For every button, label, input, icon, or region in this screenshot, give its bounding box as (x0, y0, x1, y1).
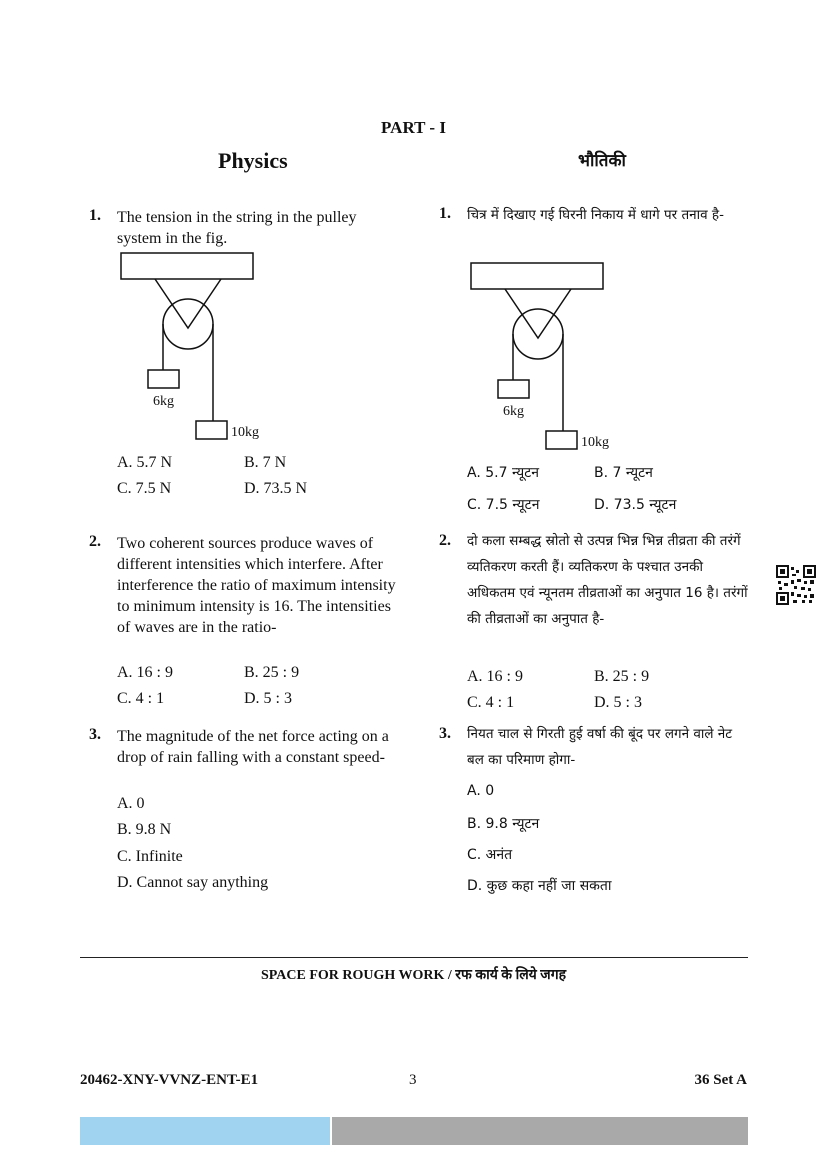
mass-small-label: 6kg (153, 394, 174, 409)
paper-code: 20462-XNY-VVNZ-ENT-E1 (80, 1072, 259, 1088)
option-d: D. 5 : 3 (244, 690, 292, 707)
question-number: 3. (89, 726, 101, 743)
question-text: The magnitude of the net force acting on a drop of rain falling with a constant speed- (117, 728, 389, 766)
qr-code-icon (776, 565, 816, 605)
question-text: नियत चाल से गिरती हुई वर्षा की बूंद पर लगने वाले नेट बल का परिमाण होगा- (467, 726, 733, 768)
question-text: Two coherent sources produce waves of different intensities which interfere. After interference the ratio of maximum intensity to minimum intensity is 16. The intensities of waves are in the ratio- (117, 535, 396, 636)
option-c: C. Infinite (117, 848, 183, 865)
page-number: 3 (409, 1072, 417, 1088)
option-a: A. 16 : 9 (467, 668, 523, 685)
mass-small (498, 380, 529, 398)
footer-bar-left (80, 1117, 330, 1145)
question-number: 2. (89, 533, 101, 550)
question-text: The tension in the string in the pulley system in the fig. (117, 209, 357, 247)
pulley-support (505, 289, 571, 338)
option-d: D. 73.5 N (244, 480, 308, 497)
option-c: C. 4 : 1 (117, 690, 165, 707)
question-text: चित्र में दिखाए गई घिरनी निकाय में धागे पर तनाव है- (467, 207, 724, 223)
part-heading: PART - I (381, 118, 446, 137)
question-text: दो कला सम्बद्ध स्रोतो से उत्पन्न भिन्न भिन्न तीव्रता की तरंगें व्यतिकरण करती हैं। व्यतिकरण के पश्चात उनकी अधिकतम एवं न्यूनतम तीव्रताओं का अनुपात 16 है। तरंगों की तीव्रताओं का अनुपात है- (467, 533, 748, 627)
pulley-wheel (163, 299, 213, 349)
mass-large-label: 10kg (581, 435, 609, 450)
option-c: C. 7.5 N (117, 480, 172, 497)
option-c: C. 7.5 न्यूटन (467, 497, 540, 513)
question-number: 1. (439, 205, 451, 222)
option-a: A. 5.7 न्यूटन (467, 465, 540, 481)
question-number: 1. (89, 207, 101, 224)
option-d: D. 73.5 न्यूटन (594, 497, 677, 513)
question-number: 3. (439, 725, 451, 742)
option-c: C. 4 : 1 (467, 694, 515, 711)
question-number: 2. (439, 532, 451, 549)
option-b: B. 9.8 न्यूटन (467, 816, 540, 832)
subject-title-hindi: भौतिकी (578, 151, 626, 171)
mass-large (546, 431, 577, 449)
option-b: B. 7 न्यूटन (594, 465, 653, 481)
option-d: D. कुछ कहा नहीं जा सकता (467, 878, 612, 894)
option-a: A. 0 (117, 795, 145, 812)
mass-small (148, 370, 179, 388)
pulley-diagram (460, 258, 630, 458)
pulley-wheel (513, 309, 563, 359)
set-label: 36 Set A (694, 1072, 747, 1088)
option-d: D. 5 : 3 (594, 694, 642, 711)
option-b: B. 9.8 N (117, 821, 172, 838)
subject-title-english: Physics (218, 148, 288, 173)
option-c: C. अनंत (467, 847, 513, 863)
mass-small-label: 6kg (503, 404, 524, 419)
footer-bar-right (332, 1117, 748, 1145)
option-a: A. 0 (467, 783, 495, 799)
option-a: A. 5.7 N (117, 454, 173, 471)
option-a: A. 16 : 9 (117, 664, 173, 681)
option-d: D. Cannot say anything (117, 874, 269, 891)
rough-work-label: SPACE FOR ROUGH WORK / रफ कार्य के लिये जगह (260, 968, 567, 983)
mass-large (196, 421, 227, 439)
ceiling-block (121, 253, 253, 279)
divider (80, 957, 748, 958)
option-b: B. 25 : 9 (244, 664, 300, 681)
option-b: B. 25 : 9 (594, 668, 650, 685)
pulley-support (155, 279, 221, 328)
option-b: B. 7 N (244, 454, 287, 471)
mass-large-label: 10kg (231, 425, 259, 440)
ceiling-block (471, 263, 603, 289)
pulley-diagram (110, 248, 280, 448)
